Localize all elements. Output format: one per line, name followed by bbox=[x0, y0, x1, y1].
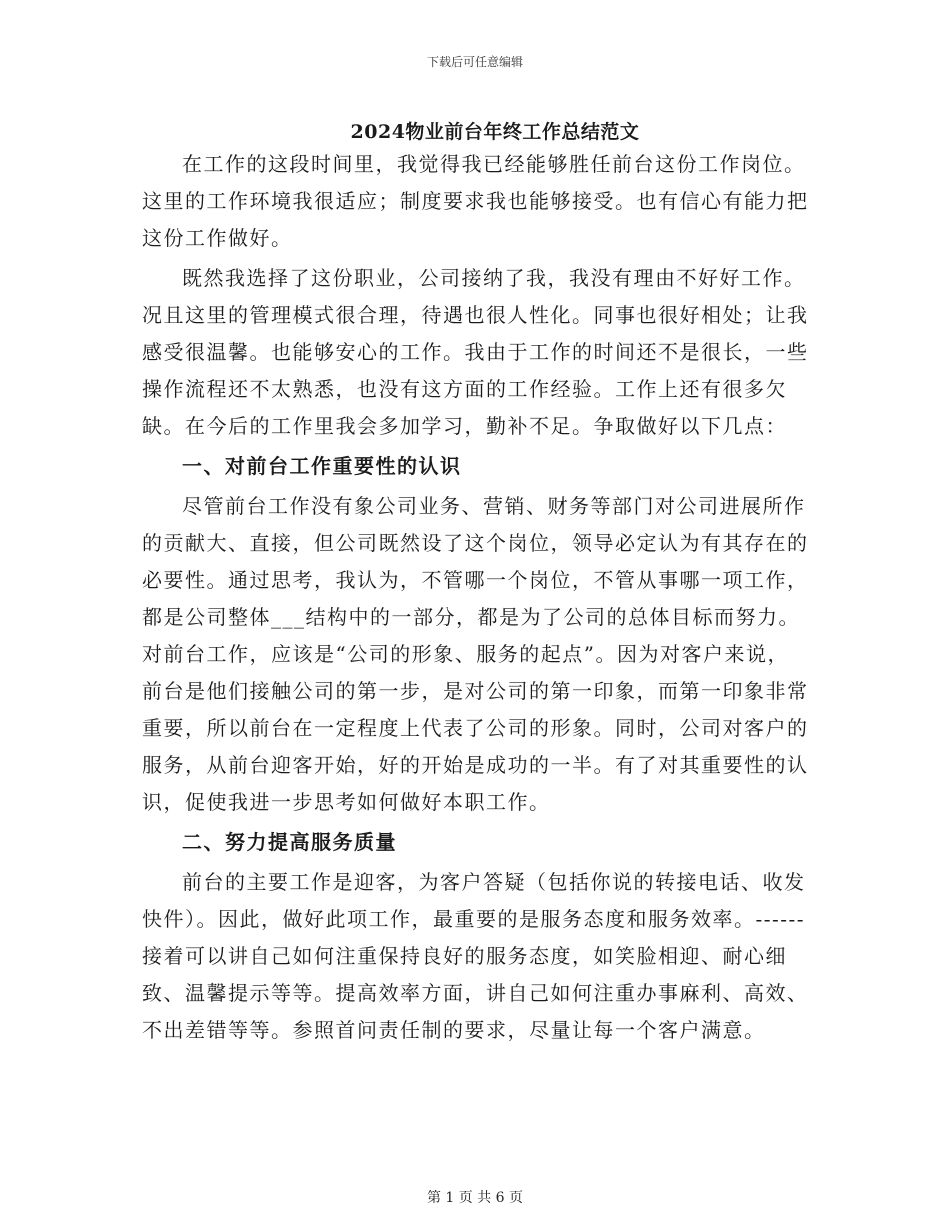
section-heading-2: 二、努力提高服务质量 bbox=[182, 830, 397, 854]
paragraph-2: 既然我选择了这份职业，公司接纳了我，我没有理由不好好工作。况且这里的管理模式很合理，待遇也很人性化。同事也很好相处；让我感受很温馨。也能够安心的工作。我由于工作的时间还不是很长，一些操作流程还不太熟悉，也没有这方面的工作经验。工作上还有很多欠缺。在今后的工作里我会多加学习，勤补不足。争取做好以下几点： bbox=[142, 266, 809, 438]
section-2-body: 前台的主要工作是迎客，为客户答疑（包括你说的转接电话、收发快件）。因此，做好此项工作，最重要的是服务态度和服务效率。------接着可以讲自己如何注重保持良好的服务态度，如笑脸相迎、耐心细致、温馨提示等等。提高效率方面，讲自己如何注重办事麻利、高效、不出差错等等。参照首问责任制的要求，尽量让每一个客户满意。 bbox=[142, 870, 809, 1042]
page-number: 第 1 页 共 6 页 bbox=[426, 1190, 524, 1206]
section-1-body: 尽管前台工作没有象公司业务、营销、财务等部门对公司进展所作的贡献大、直接，但公司既然设了这个岗位，领导必定认为有其存在的必要性。通过思考，我认为，不管哪一个岗位，不管从事哪一项工作，都是公司整体___结构中的一部分，都是为了公司的总体目标而努力。对前台工作，应该是“公司的形象、服务的起点”。因为对客户来说，前台是他们接触公司的第一步，是对公司的第一印象，而第一印象非常重要，所以前台在一定程度上代表了公司的形象。同时，公司对客户的服务，从前台迎客开始，好的开始是成功的一半。有了对其重要性的认识，促使我进一步思考如何做好本职工作。 bbox=[142, 494, 809, 814]
document-body bbox=[142, 146, 810, 1052]
section-heading-1: 一、对前台工作重要性的认识 bbox=[182, 454, 462, 478]
paragraph-1: 在工作的这段时间里，我觉得我已经能够胜任前台这份工作岗位。这里的工作环境我很适应；制度要求我也能够接受。也有信心有能力把这份工作做好。 bbox=[142, 152, 809, 250]
header-note: 下载后可任意编辑 bbox=[426, 55, 523, 69]
document-title: 2024物业前台年终工作总结范文 bbox=[350, 121, 640, 143]
